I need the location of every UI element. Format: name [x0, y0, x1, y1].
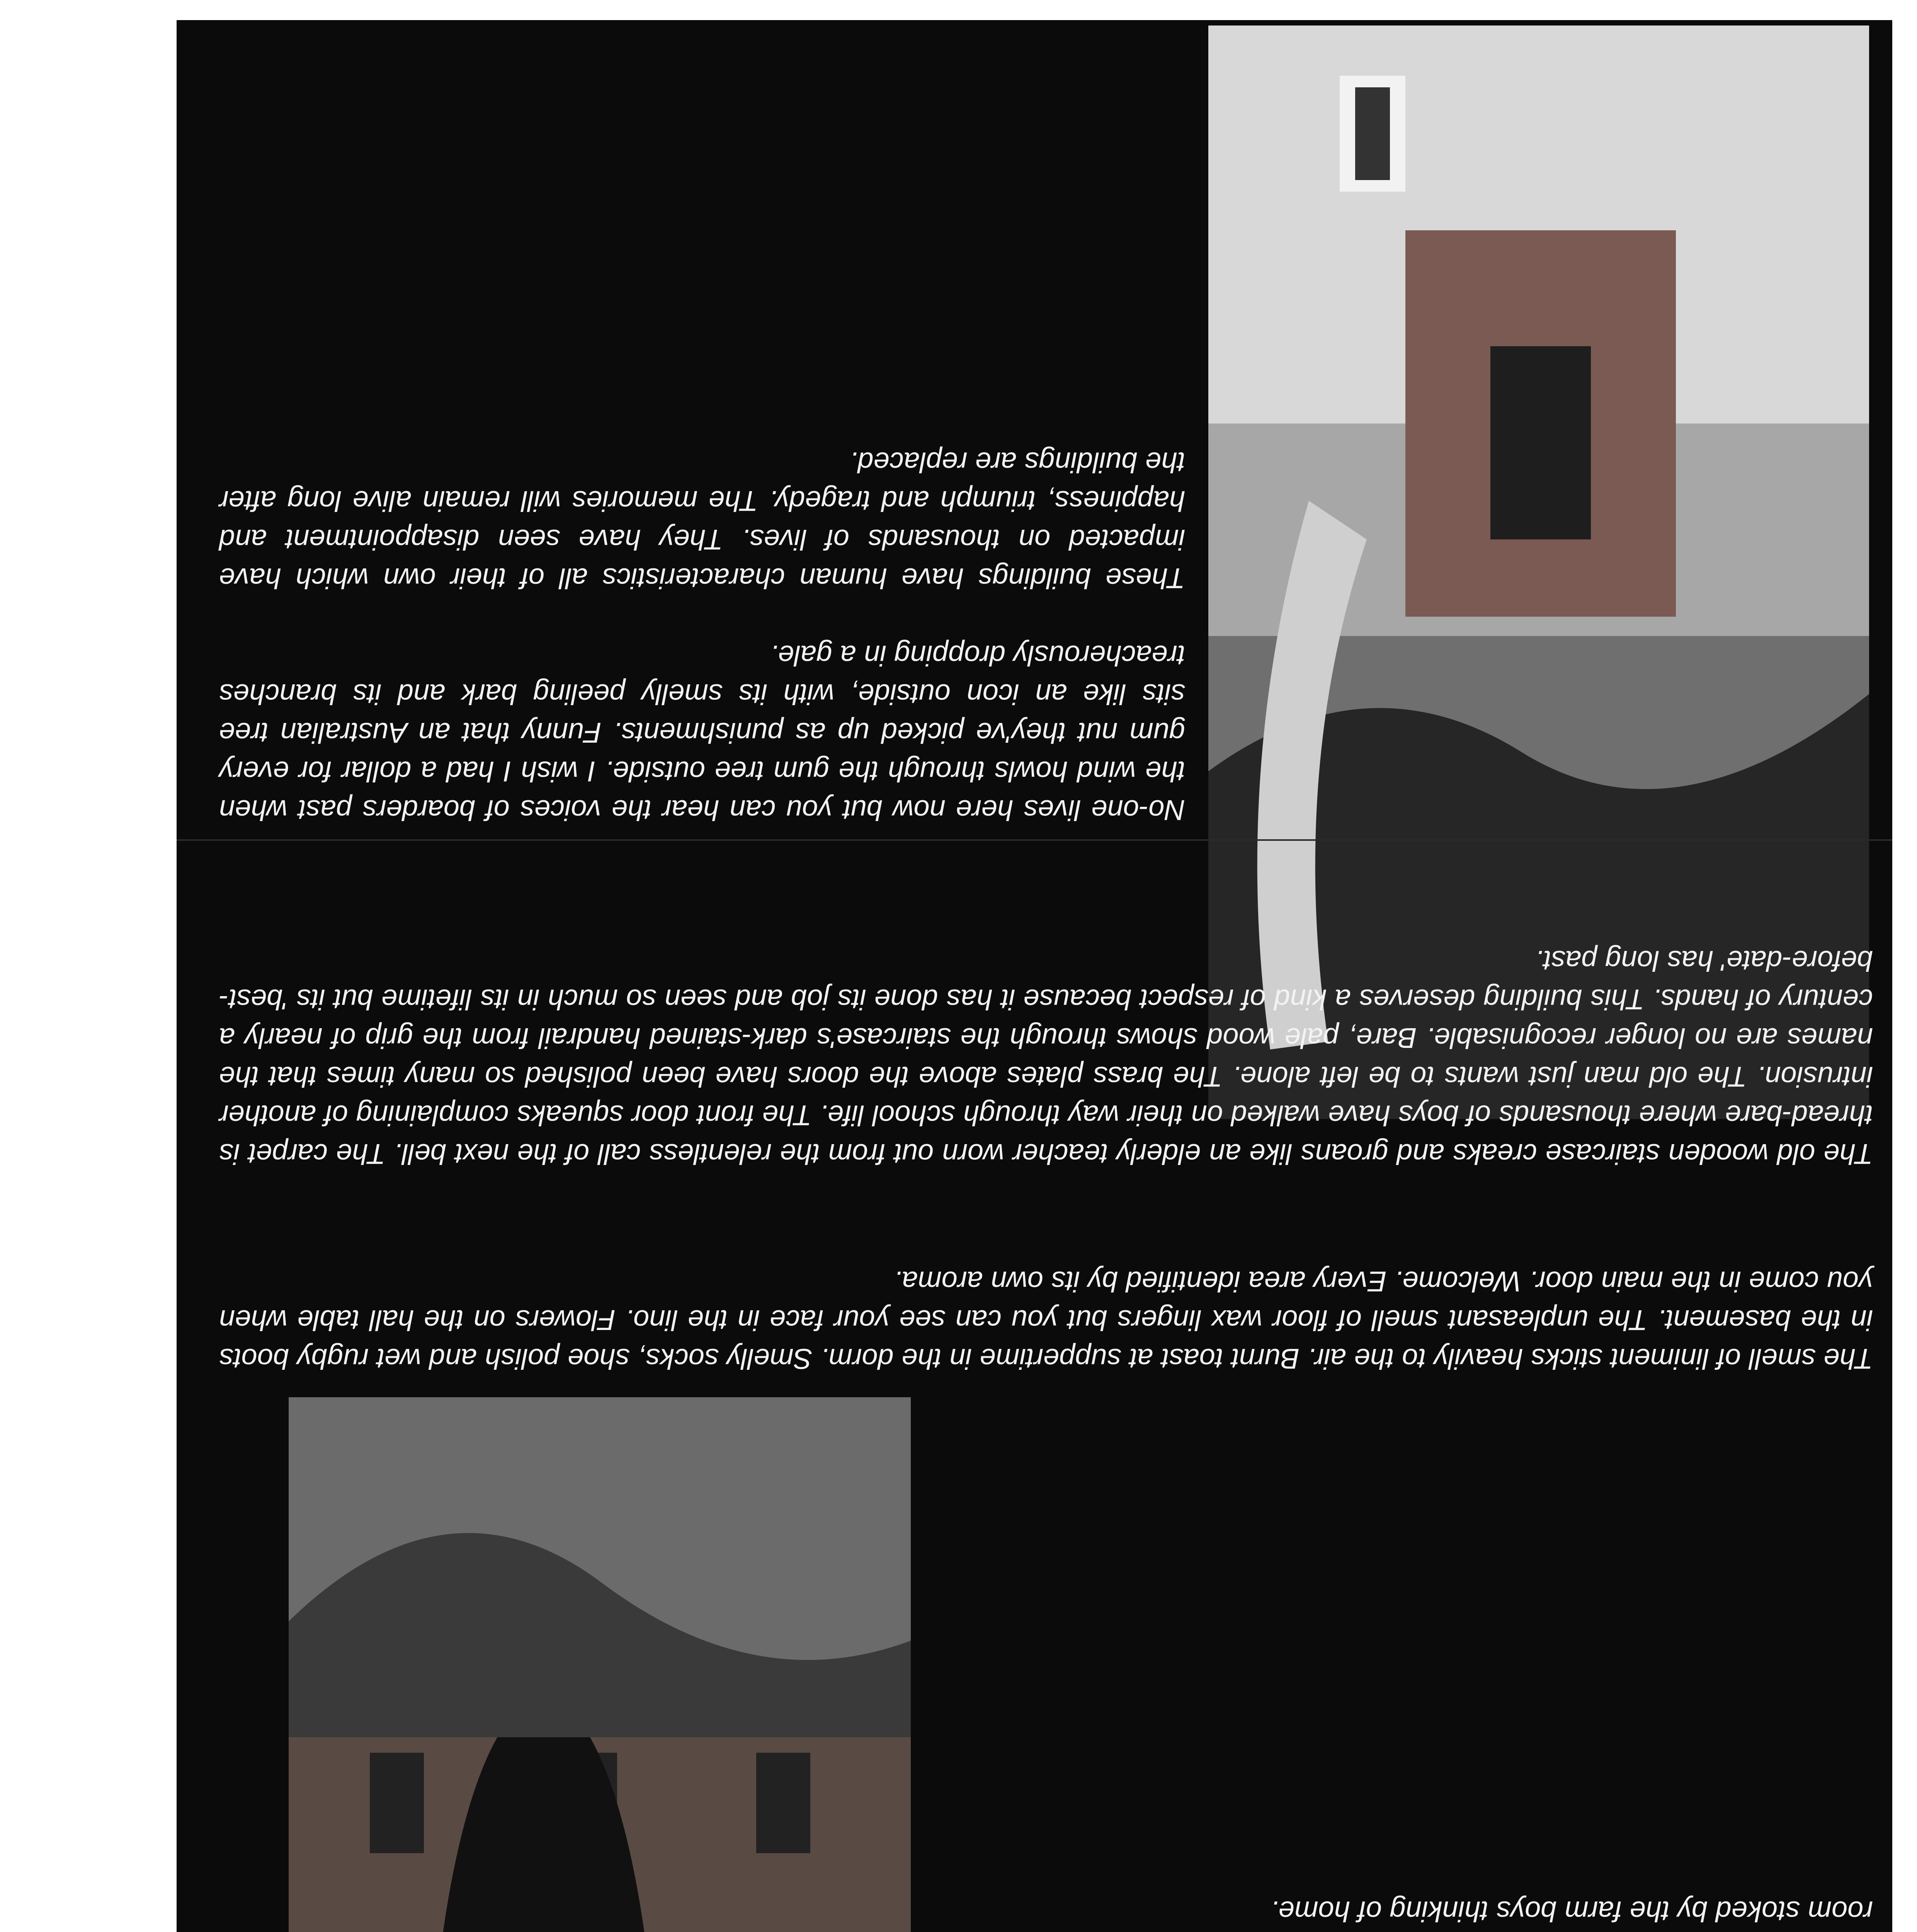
- page-fold-line: [177, 839, 1892, 841]
- boarding-house-veranda-photo: [289, 1397, 911, 1932]
- text-staircase: [219, 903, 1873, 1173]
- paragraph-staircase: The old wooden staircase creaks and groans like an elderly teacher worn out from the relentless call of the next bell. The carpet is thread-bare where thousands of boys have walked on their way through school life. The front door squeaks complaining of another intrusion. The old man just wants to be left alone. The brass plates above the doors have been polished so many times that the names are no longer recognisable. Bare, pale wood shows through the staircase's dark-stained handrail from the grip of nearly a century of hands. This building deserves a kind of respect because it has done its job and seen so much in its lifetime but its 'best-before-date' has long past.: [219, 945, 1873, 1170]
- text-column-closing: [219, 404, 1185, 829]
- text-column-intro: [942, 1853, 1873, 1932]
- text-full-width: [219, 1223, 1873, 1378]
- paragraph-closing: These buildings have human characteristics all of their own which have impacted on thousands of lives. They have seen disappointment and happiness, triumph and tragedy. The memories will remain alive long after the buildings are replaced.: [219, 446, 1185, 594]
- paragraph-smells: The smell of liniment sticks heavily to the air. Burnt toast at suppertime in the dorm. Smelly socks, shoe polish and wet rugby boots in the basement. The unpleasant smell of floor wax lingers but you can see your face in the lino. Flowers on the hall table when you come in the main door. Welcome. Every area identified by its own aroma.: [219, 1265, 1873, 1375]
- veranda-photo-image: [289, 1397, 911, 1932]
- paragraph-weather: room stoked by the farm boys thinking of home.: [1271, 1895, 1873, 1927]
- paragraph-gum-tree: No-one lives here now but you can hear the voices of boarders past when the wind howls through the gum tree outside. I wish I had a dollar for every gum nut they've picked up as punishments. Funny that an Australian tree sits like an icon outside, with its smelly peeling bark and its branches treacherously dropping in a gale.: [219, 639, 1185, 826]
- article-sheet: [177, 20, 1892, 1932]
